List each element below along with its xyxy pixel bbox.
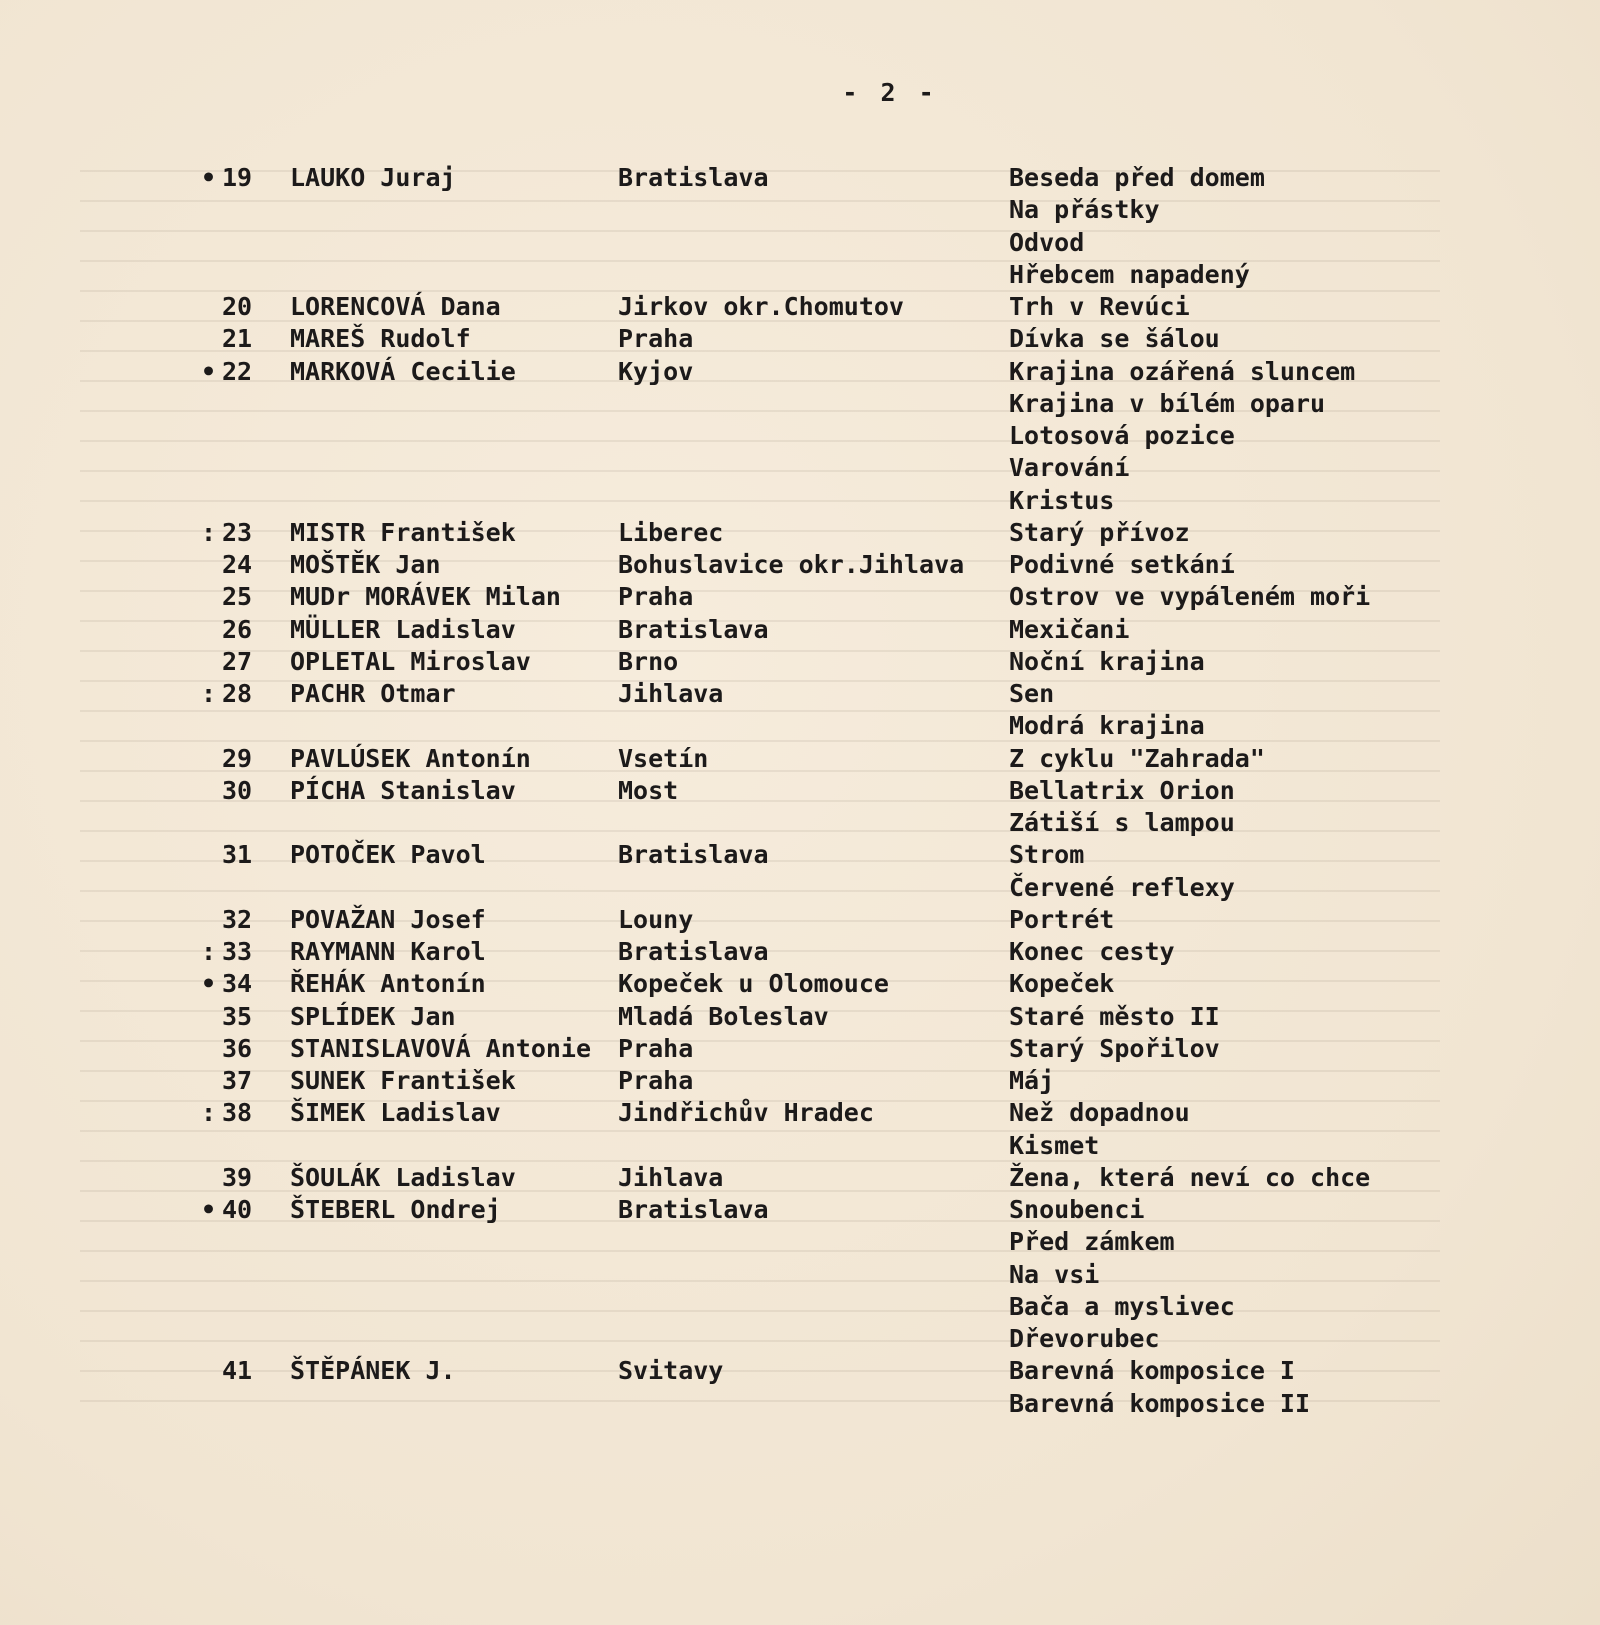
entry-continuation-row xyxy=(0,259,1600,291)
entry-mark: • xyxy=(200,356,216,386)
entry-number: 21 xyxy=(222,324,253,354)
entry-continuation-row xyxy=(0,194,1600,226)
artist-city: Svitavy xyxy=(618,1356,724,1386)
entry-number: 23 xyxy=(222,517,253,547)
artwork-title: Odvod xyxy=(1009,227,1085,257)
entry-row xyxy=(0,775,1600,807)
artist-city: Jindřichův Hradec xyxy=(618,1098,874,1128)
artist-city: Jihlava xyxy=(618,679,724,708)
artist-name: SPLÍDEK Jan xyxy=(290,1001,456,1031)
artist-city: Most xyxy=(618,775,679,805)
artwork-title: Bača a myslivec xyxy=(1009,1291,1235,1321)
entry-number: 29 xyxy=(222,743,253,773)
artwork-title: Krajina ozářená sluncem xyxy=(1009,356,1356,386)
artwork-title: Trh v Revúci xyxy=(1009,292,1190,321)
entry-row xyxy=(0,323,1600,355)
entry-row xyxy=(0,581,1600,613)
entry-row xyxy=(0,968,1600,1000)
entry-mark: : xyxy=(200,937,216,966)
artist-name: MAREŠ Rudolf xyxy=(290,324,471,354)
artist-city: Praha xyxy=(618,1066,694,1095)
artwork-title: Červené reflexy xyxy=(1009,872,1235,902)
entry-continuation-row xyxy=(0,1291,1600,1323)
artwork-title: Portrét xyxy=(1009,904,1115,934)
entry-continuation-row xyxy=(0,1226,1600,1258)
artist-name: SUNEK František xyxy=(290,1066,516,1095)
artist-name: STANISLAVOVÁ Antonie xyxy=(290,1033,592,1063)
artwork-title: Před zámkem xyxy=(1009,1227,1175,1257)
entry-row xyxy=(0,1162,1600,1194)
artwork-title: Sen xyxy=(1009,679,1055,708)
entry-number: 37 xyxy=(222,1066,253,1095)
artist-name: POTOČEK Pavol xyxy=(290,840,486,870)
artist-city: Praha xyxy=(618,324,694,354)
artwork-title: Na přástky xyxy=(1009,195,1160,225)
entry-row xyxy=(0,904,1600,936)
entry-number: 32 xyxy=(222,904,253,934)
entry-row xyxy=(0,678,1600,710)
entry-row xyxy=(0,162,1600,194)
artist-name: LAUKO Juraj xyxy=(290,163,456,192)
artwork-title: Krajina v bílém oparu xyxy=(1009,388,1326,418)
entry-number: 22 xyxy=(222,356,253,386)
artist-city: Bratislava xyxy=(618,840,769,870)
artist-name: ŠIMEK Ladislav xyxy=(290,1098,501,1128)
entry-mark: : xyxy=(200,517,216,547)
entry-continuation-row xyxy=(0,227,1600,259)
artist-city: Praha xyxy=(618,582,694,612)
entry-mark: : xyxy=(200,1098,216,1128)
artist-name: PAVLÚSEK Antonín xyxy=(290,743,531,773)
artist-name: OPLETAL Miroslav xyxy=(290,646,531,676)
page-number: - 2 - xyxy=(842,78,938,107)
artwork-title: Barevná komposice I xyxy=(1009,1356,1295,1386)
entry-continuation-row xyxy=(0,1130,1600,1162)
entry-number: 31 xyxy=(222,840,253,870)
artwork-title: Snoubenci xyxy=(1009,1195,1145,1224)
entry-continuation-row xyxy=(0,1323,1600,1355)
entry-continuation-row xyxy=(0,710,1600,742)
entry-continuation-row xyxy=(0,420,1600,452)
artist-city: Kopeček u Olomouce xyxy=(618,969,889,999)
entry-row xyxy=(0,1033,1600,1065)
artist-city: Praha xyxy=(618,1033,694,1063)
artist-city: Brno xyxy=(618,646,679,676)
entry-row xyxy=(0,839,1600,871)
artist-city: Vsetín xyxy=(618,743,709,773)
entry-number: 40 xyxy=(222,1195,253,1224)
artwork-title: Lotosová pozice xyxy=(1009,421,1235,450)
artwork-title: Dívka se šálou xyxy=(1009,324,1220,354)
entry-number: 41 xyxy=(222,1356,253,1386)
artwork-title: Kismet xyxy=(1009,1130,1100,1160)
artist-name: ŠOULÁK Ladislav xyxy=(290,1162,516,1192)
entry-number: 38 xyxy=(222,1098,253,1128)
entry-row xyxy=(0,646,1600,678)
artist-name: ŠTĚPÁNEK J. xyxy=(290,1356,456,1386)
entry-row xyxy=(0,1355,1600,1387)
entry-number: 26 xyxy=(222,614,253,644)
artwork-title: Varování xyxy=(1009,453,1130,483)
entry-number: 39 xyxy=(222,1162,253,1192)
artist-city: Liberec xyxy=(618,517,724,547)
artist-name: MÜLLER Ladislav xyxy=(290,614,516,644)
entry-row xyxy=(0,291,1600,323)
artist-city: Bratislava xyxy=(618,937,769,966)
entry-number: 27 xyxy=(222,646,253,676)
artwork-title: Kopeček xyxy=(1009,969,1115,999)
entry-row xyxy=(0,614,1600,646)
entry-number: 36 xyxy=(222,1033,253,1063)
entry-continuation-row xyxy=(0,872,1600,904)
entry-continuation-row xyxy=(0,452,1600,484)
artwork-title: Podivné setkání xyxy=(1009,550,1235,579)
artwork-title: Kristus xyxy=(1009,485,1115,515)
artwork-title: Starý Spořilov xyxy=(1009,1033,1220,1063)
artist-city: Louny xyxy=(618,904,694,934)
entry-number: 24 xyxy=(222,550,253,579)
artist-name: LORENCOVÁ Dana xyxy=(290,292,501,321)
artist-city: Kyjov xyxy=(618,356,694,386)
artwork-title: Ostrov ve vypáleném moři xyxy=(1009,582,1371,612)
entry-row xyxy=(0,1065,1600,1097)
artwork-title: Staré město II xyxy=(1009,1001,1220,1031)
artwork-title: Než dopadnou xyxy=(1009,1098,1190,1128)
artist-name: POVAŽAN Josef xyxy=(290,904,486,934)
artwork-title: Barevná komposice II xyxy=(1009,1388,1311,1418)
artist-name: PÍCHA Stanislav xyxy=(290,775,516,805)
artist-name: ŘEHÁK Antonín xyxy=(290,969,486,999)
artwork-title: Noční krajina xyxy=(1009,646,1205,676)
artwork-title: Máj xyxy=(1009,1066,1055,1095)
artwork-title: Hřebcem napadený xyxy=(1009,259,1250,289)
artist-name: MUDr MORÁVEK Milan xyxy=(290,582,561,612)
entry-row xyxy=(0,1097,1600,1129)
entry-number: 28 xyxy=(222,679,253,708)
entry-number: 35 xyxy=(222,1001,253,1031)
artwork-title: Mexičani xyxy=(1009,614,1130,644)
artwork-title: Žena, která neví co chce xyxy=(1009,1162,1371,1192)
artwork-title: Beseda před domem xyxy=(1009,163,1265,192)
artist-name: MARKOVÁ Cecilie xyxy=(290,356,516,386)
entry-row xyxy=(0,743,1600,775)
artwork-title: Dřevorubec xyxy=(1009,1324,1160,1353)
artist-name: MISTR František xyxy=(290,517,516,547)
entry-number: 20 xyxy=(222,292,253,321)
entry-number: 33 xyxy=(222,937,253,966)
artist-name: MOŠTĚK Jan xyxy=(290,550,441,579)
artist-name: RAYMANN Karol xyxy=(290,937,486,966)
entry-mark: • xyxy=(200,969,216,999)
entry-number: 34 xyxy=(222,969,253,999)
artwork-title: Zátiší s lampou xyxy=(1009,808,1235,837)
artwork-title: Konec cesty xyxy=(1009,937,1175,966)
entry-row xyxy=(0,1194,1600,1226)
entry-mark: : xyxy=(200,679,216,708)
entry-continuation-row xyxy=(0,485,1600,517)
artist-name: PACHR Otmar xyxy=(290,679,456,708)
artwork-title: Modrá krajina xyxy=(1009,711,1205,741)
artist-name: ŠTEBERL Ondrej xyxy=(290,1195,501,1224)
entry-number: 30 xyxy=(222,775,253,805)
entry-number: 19 xyxy=(222,163,253,192)
entry-row xyxy=(0,549,1600,581)
entry-mark: • xyxy=(200,1195,216,1224)
entry-number: 25 xyxy=(222,582,253,612)
entry-continuation-row xyxy=(0,1388,1600,1420)
artwork-title: Strom xyxy=(1009,840,1085,870)
artist-city: Bratislava xyxy=(618,163,769,192)
entry-mark: • xyxy=(200,163,216,192)
artist-city: Bohuslavice okr.Jihlava xyxy=(618,550,965,579)
artist-city: Mladá Boleslav xyxy=(618,1001,829,1031)
artwork-title: Bellatrix Orion xyxy=(1009,775,1235,805)
artwork-title: Starý přívoz xyxy=(1009,517,1190,547)
entry-continuation-row xyxy=(0,1259,1600,1291)
artwork-title: Na vsi xyxy=(1009,1259,1100,1289)
entry-row xyxy=(0,356,1600,388)
artist-city: Jihlava xyxy=(618,1162,724,1192)
entry-row xyxy=(0,517,1600,549)
entry-row xyxy=(0,1001,1600,1033)
entry-continuation-row xyxy=(0,388,1600,420)
artwork-title: Z cyklu "Zahrada" xyxy=(1009,743,1265,773)
entry-row xyxy=(0,936,1600,968)
entry-continuation-row xyxy=(0,807,1600,839)
artist-city: Jirkov okr.Chomutov xyxy=(618,292,904,321)
artist-city: Bratislava xyxy=(618,1195,769,1224)
artist-city: Bratislava xyxy=(618,614,769,644)
